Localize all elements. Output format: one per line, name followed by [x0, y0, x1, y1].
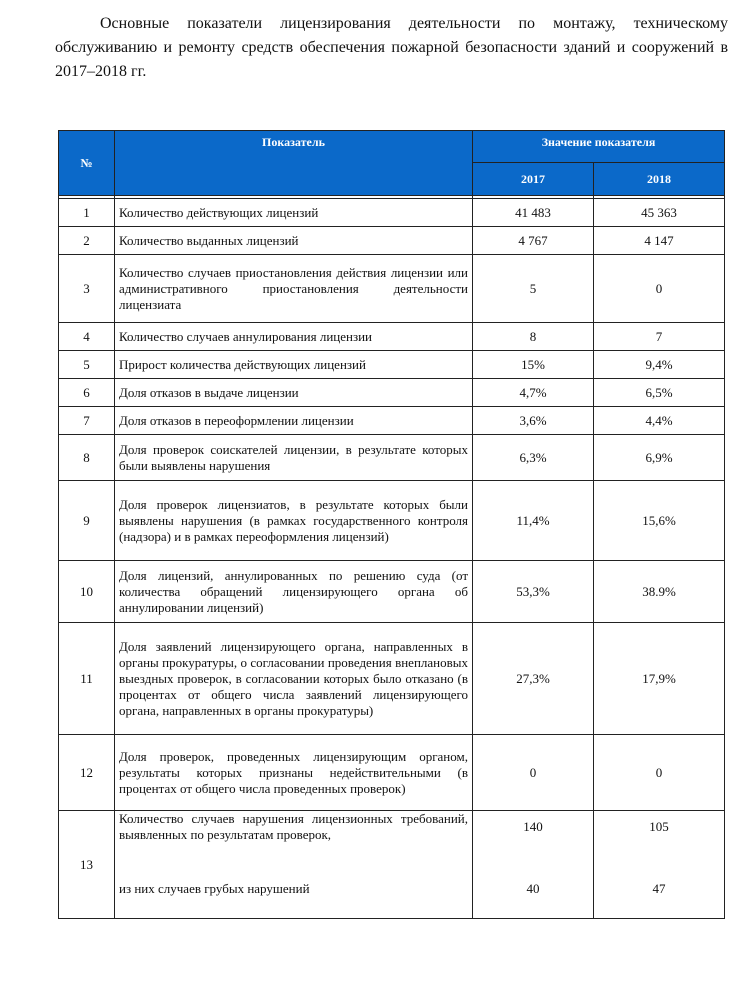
- row-number: 1: [59, 199, 115, 227]
- value-2018: 9,4%: [594, 351, 725, 379]
- header-year-2018: 2018: [594, 163, 725, 196]
- table-row: [59, 735, 725, 811]
- value-2018: 45 363: [594, 199, 725, 227]
- header-num: №: [59, 131, 115, 196]
- value-2018: 6,5%: [594, 379, 725, 407]
- table-row: [59, 227, 725, 255]
- row-number: 6: [59, 379, 115, 407]
- row-number: 3: [59, 255, 115, 323]
- row-indicator: Количество выданных лицензий: [115, 227, 473, 255]
- value-2017: 8: [473, 323, 594, 351]
- value-2018: 7: [594, 323, 725, 351]
- value-2017: 11,4%: [473, 481, 594, 561]
- table-row: [59, 435, 725, 481]
- row-indicator: Прирост количества действующих лицензий: [115, 351, 473, 379]
- value-2017: 3,6%: [473, 407, 594, 435]
- table-row: [59, 255, 725, 323]
- row-indicator: Количество случаев приостановления действия лицензии или административного приостановления деятельности лицензиата: [115, 255, 473, 323]
- value-2018: 6,9%: [594, 435, 725, 481]
- value-2017: [473, 811, 594, 919]
- row-indicator: Доля отказов в переоформлении лицензии: [115, 407, 473, 435]
- row-number: 9: [59, 481, 115, 561]
- table-row: [59, 199, 725, 227]
- value-2017: 5: [473, 255, 594, 323]
- header-value: Значение показателя: [473, 131, 725, 163]
- value-2017: 27,3%: [473, 623, 594, 735]
- row-number: 12: [59, 735, 115, 811]
- row-number: 11: [59, 623, 115, 735]
- row-indicator: Количество случаев аннулирования лицензии: [115, 323, 473, 351]
- value-2017-sub: 40: [526, 881, 540, 896]
- row-number: 4: [59, 323, 115, 351]
- row-number: 2: [59, 227, 115, 255]
- row-indicator-sub: из них случаев грубых нарушений: [119, 881, 310, 896]
- value-2017: 41 483: [473, 199, 594, 227]
- value-2018: 4 147: [594, 227, 725, 255]
- table-row: [59, 623, 725, 735]
- value-2018-sub: 47: [652, 881, 666, 896]
- row-indicator: [115, 811, 473, 919]
- row-indicator: Доля лицензий, аннулированных по решению суда (от количества обращений лицензирующего органа об аннулировании лицензий): [115, 561, 473, 623]
- value-2018: 0: [594, 735, 725, 811]
- document-title: Основные показатели лицензирования деятельности по монтажу, техническому обслуживанию и ремонту средств обеспечения пожарной безопасности зданий и сооружений в 2017–2018 гг.: [55, 15, 728, 80]
- value-2018: 0: [594, 255, 725, 323]
- value-2017: 15%: [473, 351, 594, 379]
- value-2018: 15,6%: [594, 481, 725, 561]
- row-indicator: Доля проверок, проведенных лицензирующим органом, результаты которых признаны недействительными (в процентах от общего числа проведенных проверок): [115, 735, 473, 811]
- row-number: 5: [59, 351, 115, 379]
- row-number: 13: [59, 811, 115, 919]
- table-row: [59, 561, 725, 623]
- value-2017: 4,7%: [473, 379, 594, 407]
- value-2017: 4 767: [473, 227, 594, 255]
- row-number: 10: [59, 561, 115, 623]
- row-indicator: Доля отказов в выдаче лицензии: [115, 379, 473, 407]
- value-2018: 4,4%: [594, 407, 725, 435]
- value-2017: 53,3%: [473, 561, 594, 623]
- table-row: [59, 379, 725, 407]
- row-indicator: Доля проверок лицензиатов, в результате которых были выявлены нарушения (в рамках государственного контроля (надзора) и в рамках переоформления лицензий): [115, 481, 473, 561]
- table-header: [59, 131, 725, 196]
- table-row: [59, 407, 725, 435]
- row-indicator: Доля проверок соискателей лицензии, в результате которых были выявлены нарушения: [115, 435, 473, 481]
- table-row: [59, 481, 725, 561]
- row-number: 7: [59, 407, 115, 435]
- table-row: [59, 811, 725, 919]
- value-2018: 17,9%: [594, 623, 725, 735]
- table-body: [59, 196, 725, 919]
- value-2017: 6,3%: [473, 435, 594, 481]
- table-row: [59, 323, 725, 351]
- header-indicator: Показатель: [115, 131, 473, 196]
- row-indicator: Доля заявлений лицензирующего органа, направленных в органы прокуратуры, о согласовании проведения внеплановых выездных проверок, в согласовании которых было отказано (в процентах от общего числа заявлений лицензирующего органа, направленных в органы прокуратуры): [115, 623, 473, 735]
- licensing-indicators-table: [58, 130, 725, 919]
- row-indicator-main: Количество случаев нарушения лицензионных требований, выявленных по результатам проверок,: [119, 811, 468, 842]
- value-2017: 0: [473, 735, 594, 811]
- value-2018: 38.9%: [594, 561, 725, 623]
- value-2018-main: 105: [649, 819, 669, 834]
- value-2017-main: 140: [523, 819, 543, 834]
- table-row: [59, 351, 725, 379]
- value-2018: [594, 811, 725, 919]
- row-number: 8: [59, 435, 115, 481]
- row-indicator: Количество действующих лицензий: [115, 199, 473, 227]
- header-year-2017: 2017: [473, 163, 594, 196]
